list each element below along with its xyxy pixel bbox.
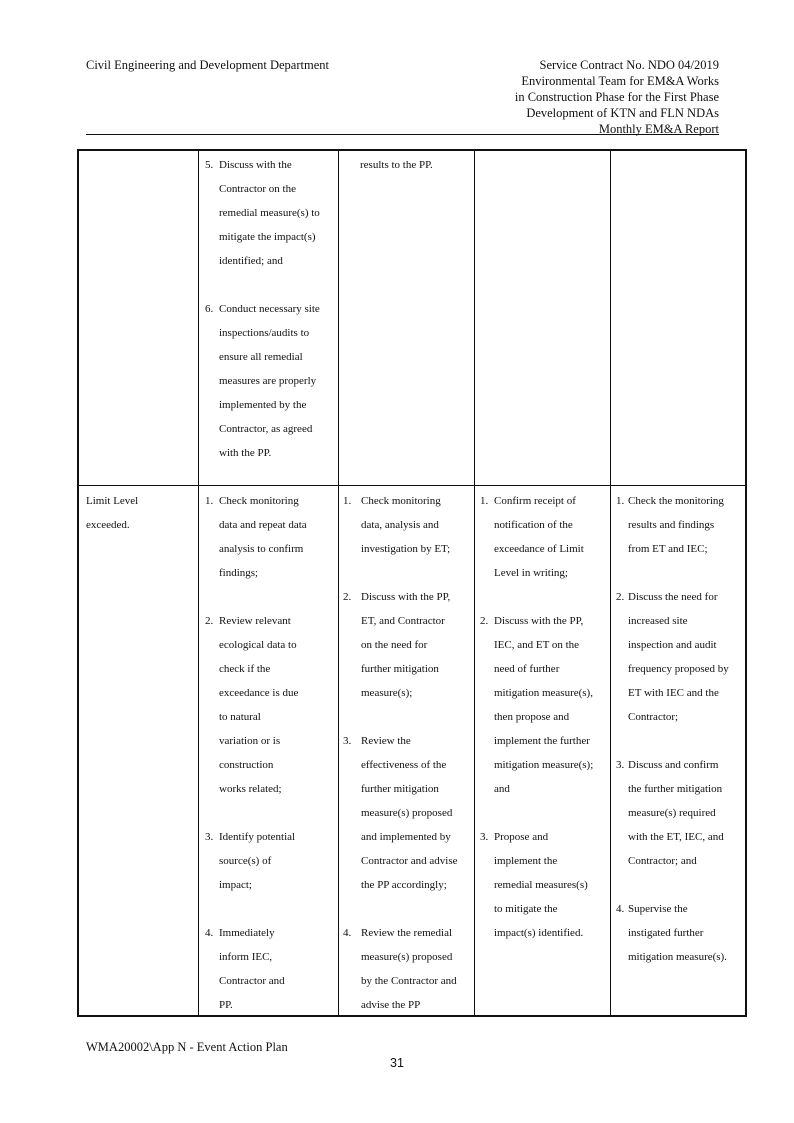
action-item-line: Supervise the bbox=[628, 903, 688, 915]
action-item-number: 3. bbox=[343, 735, 352, 747]
action-item-number: 4. bbox=[343, 927, 352, 939]
action-item bbox=[205, 921, 335, 1017]
action-item-line: need of further bbox=[494, 663, 560, 675]
action-list bbox=[616, 489, 746, 969]
footer-doc-ref: WMA20002\App N - Event Action Plan bbox=[86, 1040, 288, 1054]
action-item-line: Conduct necessary site bbox=[219, 303, 320, 315]
action-item-line: identified; and bbox=[219, 255, 283, 267]
page-number: 31 bbox=[390, 1056, 404, 1070]
action-item-line: the further mitigation bbox=[628, 783, 723, 795]
action-item-line: then propose and bbox=[494, 711, 570, 723]
item-spacer bbox=[205, 801, 335, 825]
event-action-table bbox=[77, 149, 747, 1017]
action-item-number: 6. bbox=[205, 303, 214, 315]
action-item bbox=[205, 297, 335, 465]
action-item-line: Contractor and advise bbox=[361, 855, 458, 867]
action-item bbox=[205, 153, 335, 273]
action-item-line: on the need for bbox=[361, 639, 428, 651]
action-item-number: 1. bbox=[205, 495, 214, 507]
action-item-line: results and findings bbox=[628, 519, 715, 531]
column-divider bbox=[338, 151, 339, 1015]
header-department: Civil Engineering and Development Department bbox=[86, 58, 329, 72]
action-item-line: Propose and bbox=[494, 831, 549, 843]
action-item-line: implement the further bbox=[494, 735, 590, 747]
limit-iec-actions bbox=[343, 489, 471, 1017]
action-item-line: PP. bbox=[219, 999, 233, 1011]
action-item-number: 4. bbox=[616, 903, 625, 915]
action-item-line: Discuss with the PP, bbox=[361, 591, 451, 603]
action-item-line: implement the bbox=[494, 855, 558, 867]
action-item-line: further mitigation bbox=[361, 783, 439, 795]
item-spacer bbox=[343, 705, 471, 729]
column-divider bbox=[198, 151, 199, 1015]
action-item-line: to mitigate the bbox=[494, 903, 558, 915]
item-spacer bbox=[205, 585, 335, 609]
action-item-line: Review relevant bbox=[219, 615, 291, 627]
action-item-line: Check monitoring bbox=[361, 495, 441, 507]
action-item-line: notification of the bbox=[494, 519, 573, 531]
item-spacer bbox=[205, 897, 335, 921]
action-item-line: check if the bbox=[219, 663, 271, 675]
action-item-line: and bbox=[494, 783, 510, 795]
action-item-number: 2. bbox=[616, 591, 625, 603]
action-item bbox=[616, 585, 746, 729]
event-label: Limit Level bbox=[86, 495, 139, 507]
action-list bbox=[205, 153, 335, 465]
action-item-number: 4. bbox=[205, 927, 214, 939]
action-item-line: mitigation measure(s); bbox=[494, 759, 594, 771]
action-item-number: 1. bbox=[480, 495, 489, 507]
action-item-line: with the ET, IEC, and bbox=[628, 831, 724, 843]
action-item-line: construction bbox=[219, 759, 274, 771]
action-item-line: Contractor and bbox=[219, 975, 285, 987]
action-list bbox=[343, 489, 471, 1017]
action-item-line: Contractor, as agreed bbox=[219, 423, 313, 435]
action-item-line: and implemented by bbox=[361, 831, 451, 843]
action-item-line: Discuss with the bbox=[219, 159, 292, 171]
item-spacer bbox=[616, 873, 746, 897]
action-item-line: IEC, and ET on the bbox=[494, 639, 580, 651]
action-item-line: Discuss with the PP, bbox=[494, 615, 584, 627]
action-item-line: measures are properly bbox=[219, 375, 317, 387]
action-list bbox=[205, 489, 335, 1017]
action-item-line: works related; bbox=[219, 783, 282, 795]
event-limit-level bbox=[86, 489, 194, 537]
header-divider bbox=[86, 134, 719, 135]
continued-et-actions bbox=[205, 153, 335, 465]
action-item bbox=[616, 753, 746, 873]
action-item bbox=[205, 609, 335, 801]
action-item-line: investigation by ET; bbox=[361, 543, 451, 555]
action-item-line: Review the bbox=[361, 735, 411, 747]
action-item-line: Confirm receipt of bbox=[494, 495, 576, 507]
item-spacer bbox=[616, 729, 746, 753]
header-contract-line: Monthly EM&A Report bbox=[598, 122, 719, 136]
action-item-line: Contractor on the bbox=[219, 183, 296, 195]
action-item-line: Contractor; and bbox=[628, 855, 697, 867]
item-spacer bbox=[480, 585, 608, 609]
action-item-number: 5. bbox=[205, 159, 214, 171]
header-contract-info bbox=[515, 57, 719, 137]
action-item bbox=[480, 489, 608, 585]
action-item bbox=[343, 585, 471, 705]
item-spacer bbox=[616, 561, 746, 585]
action-item-number: 2. bbox=[480, 615, 489, 627]
action-list bbox=[480, 489, 608, 945]
header-contract-line: Service Contract No. NDO 04/2019 bbox=[539, 58, 719, 72]
action-item-line: exceedance is due bbox=[219, 687, 299, 699]
column-divider bbox=[610, 151, 611, 1015]
action-item-line: findings; bbox=[219, 567, 259, 579]
header-contract-line: Environmental Team for EM&A Works bbox=[521, 74, 719, 88]
action-item bbox=[343, 729, 471, 897]
action-item-line: inform IEC, bbox=[219, 951, 273, 963]
action-item-line: frequency proposed by bbox=[628, 663, 729, 675]
action-item-number: 1. bbox=[616, 495, 625, 507]
item-spacer bbox=[343, 897, 471, 921]
action-item bbox=[205, 825, 335, 897]
action-item-line: measure(s); bbox=[361, 687, 413, 699]
action-item-number: 3. bbox=[205, 831, 214, 843]
action-item-number: 3. bbox=[616, 759, 625, 771]
action-item-line: Review the remedial bbox=[361, 927, 453, 939]
action-item-line: from ET and IEC; bbox=[628, 543, 708, 555]
item-spacer bbox=[205, 273, 335, 297]
action-item-number: 3. bbox=[480, 831, 489, 843]
action-item bbox=[343, 921, 471, 1017]
action-item-line: inspection and audit bbox=[628, 639, 717, 651]
action-item-line: variation or is bbox=[219, 735, 281, 747]
action-item-line: increased site bbox=[628, 615, 688, 627]
action-item-line: ensure all remedial bbox=[219, 351, 303, 363]
column-divider bbox=[474, 151, 475, 1015]
action-item-line: Discuss and confirm bbox=[628, 759, 719, 771]
action-item-line: advise the PP bbox=[361, 999, 421, 1011]
action-item-number: 1. bbox=[343, 495, 352, 507]
action-item-line: exceedance of Limit bbox=[494, 543, 584, 555]
event-label: exceeded. bbox=[86, 519, 130, 531]
action-item-line: instigated further bbox=[628, 927, 704, 939]
action-item-line: Level in writing; bbox=[494, 567, 568, 579]
action-item bbox=[205, 489, 335, 585]
action-item bbox=[480, 609, 608, 801]
item-spacer bbox=[343, 561, 471, 585]
action-item-line: impact(s) identified. bbox=[494, 927, 584, 939]
action-item-line: with the PP. bbox=[219, 447, 272, 459]
action-item-line: Identify potential bbox=[219, 831, 296, 843]
header-contract-line: Development of KTN and FLN NDAs bbox=[526, 106, 719, 120]
action-item-line: Discuss the need for bbox=[628, 591, 718, 603]
action-item-line: effectiveness of the bbox=[361, 759, 447, 771]
action-item bbox=[343, 489, 471, 561]
limit-contractor-actions bbox=[480, 489, 608, 945]
action-item-line: further mitigation bbox=[361, 663, 439, 675]
action-item-line: ET with IEC and the bbox=[628, 687, 719, 699]
action-item-line: mitigation measure(s). bbox=[628, 951, 727, 963]
limit-pp-actions bbox=[616, 489, 746, 969]
action-item-line: impact; bbox=[219, 879, 252, 891]
action-item-line: remedial measures(s) bbox=[494, 879, 588, 891]
action-item bbox=[616, 489, 746, 561]
action-item-line: implemented by the bbox=[219, 399, 307, 411]
item-spacer bbox=[480, 801, 608, 825]
action-item-line: Contractor; bbox=[628, 711, 679, 723]
action-item-line: data and repeat data bbox=[219, 519, 307, 531]
action-item-line: measure(s) proposed bbox=[361, 951, 453, 963]
action-item-line: ET, and Contractor bbox=[361, 615, 445, 627]
action-item-line: measure(s) proposed bbox=[361, 807, 453, 819]
row-divider bbox=[79, 485, 745, 486]
action-item-line: remedial measure(s) to bbox=[219, 207, 320, 219]
continued-iec-actions bbox=[360, 153, 470, 177]
action-item-line: mitigate the impact(s) bbox=[219, 231, 316, 243]
action-item-line: source(s) of bbox=[219, 855, 272, 867]
action-item-line: data, analysis and bbox=[361, 519, 439, 531]
action-item-number: 2. bbox=[205, 615, 214, 627]
action-item-line: analysis to confirm bbox=[219, 543, 304, 555]
action-item-line: mitigation measure(s), bbox=[494, 687, 593, 699]
action-item-line: the PP accordingly; bbox=[361, 879, 447, 891]
action-item-line: inspections/audits to bbox=[219, 327, 310, 339]
action-item-line: measure(s) required bbox=[628, 807, 716, 819]
action-item-line: by the Contractor and bbox=[361, 975, 457, 987]
action-item bbox=[616, 897, 746, 969]
action-item-line: Check the monitoring bbox=[628, 495, 724, 507]
action-item-line: Immediately bbox=[219, 927, 275, 939]
action-item-number: 2. bbox=[343, 591, 352, 603]
action-item-line: to natural bbox=[219, 711, 261, 723]
header-contract-line: in Construction Phase for the First Phase bbox=[514, 90, 719, 104]
action-item-line: Check monitoring bbox=[219, 495, 299, 507]
action-text: results to the PP. bbox=[360, 159, 433, 171]
action-item-line: ecological data to bbox=[219, 639, 297, 651]
action-item bbox=[480, 825, 608, 945]
limit-et-actions bbox=[205, 489, 335, 1017]
